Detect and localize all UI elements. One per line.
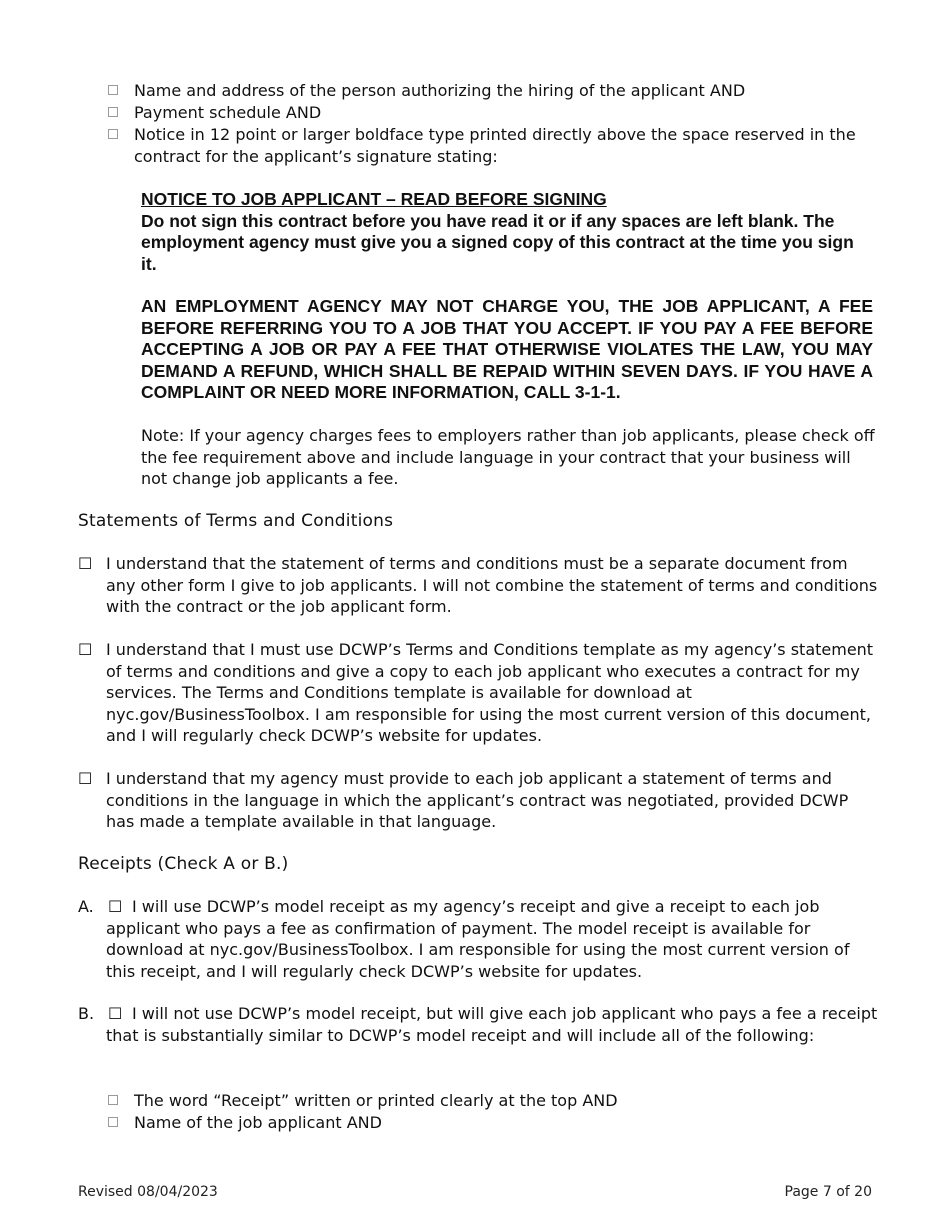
checkbox-square-icon	[108, 129, 118, 139]
checkbox-square-icon	[108, 1095, 118, 1105]
list-item	[106, 124, 876, 168]
checkbox-square-icon	[108, 85, 118, 95]
terms-item-1	[78, 553, 878, 618]
terms-item-2	[78, 639, 878, 747]
notice-caps-paragraph: AN EMPLOYMENT AGENCY MAY NOT CHARGE YOU, THE JOB APPLICANT, A FEE BEFORE REFERRING YOU TO A JOB THAT YOU ACCEPT. IF YOU PAY A FEE BEFORE ACCEPTING A JOB OR PAY A FEE THAT OTHERWISE VIOLATES THE LAW, YOU MAY DEMAND A REFUND, WHICH SHALL BE REPAID WITHIN SEVEN DAYS. IF YOU HAVE A COMPLAINT OR NEED MORE INFORMATION, CALL 3-1-1.	[141, 296, 873, 402]
section-heading-terms: Statements of Terms and Conditions	[78, 511, 394, 531]
list-item-text: Payment schedule AND	[134, 103, 322, 122]
footer-page-number: Page 7 of 20	[784, 1184, 872, 1200]
receipt-option-a	[78, 896, 878, 982]
footer-revised-date: Revised 08/04/2023	[78, 1184, 218, 1200]
checkbox-icon[interactable]: ☐	[78, 769, 93, 788]
list-item	[106, 80, 876, 102]
top-bullet-list	[106, 80, 876, 168]
list-item-text: Name and address of the person authorizing the hiring of the applicant AND	[134, 81, 746, 100]
list-item	[106, 102, 876, 124]
list-item-text: The word “Receipt” written or printed clearly at the top AND	[134, 1091, 618, 1110]
terms-item-3	[78, 768, 878, 833]
receipt-bullet-list	[106, 1090, 876, 1134]
notice-heading: NOTICE TO JOB APPLICANT – READ BEFORE SIGNING	[141, 189, 607, 209]
list-item-text: Notice in 12 point or larger boldface type printed directly above the space reserved in the contract for the applicant’s signature stating:	[134, 125, 856, 166]
terms-item-text: I understand that I must use DCWP’s Terms and Conditions template as my agency’s statement of terms and conditions and give a copy to each job applicant who executes a contract for my services. The Terms and Conditions template is available for download at nyc.gov/BusinessToolbox. I am responsible for using the most current version of this document, and I will regularly check DCWP’s website for updates.	[106, 640, 874, 745]
option-text: I will use DCWP’s model receipt as my agency’s receipt and give a receipt to each job applicant who pays a fee as confirmation of payment. The model receipt is available for download at nyc.gov/BusinessToolbox. I am responsible for using the most current version of this receipt, and I will regularly check DCWP’s website for updates.	[106, 897, 850, 981]
terms-item-text: I understand that the statement of terms and conditions must be a separate document from any other form I give to job applicants. I will not combine the statement of terms and conditions with the contract or the job applicant form.	[106, 554, 878, 616]
checkbox-square-icon	[108, 1117, 118, 1127]
note-paragraph: Note: If your agency charges fees to employers rather than job applicants, please check off the fee requirement above and include language in your contract that your business will not change job applicants a fee.	[141, 426, 875, 488]
notice-block	[141, 189, 873, 275]
terms-item-text: I understand that my agency must provide to each job applicant a statement of terms and conditions in the language in which the applicant’s contract was negotiated, provided DCWP has made a template available in that language.	[106, 769, 849, 831]
list-item-text: Name of the job applicant AND	[134, 1113, 382, 1132]
section-heading-receipts: Receipts (Check A or B.)	[78, 854, 289, 874]
checkbox-square-icon	[108, 107, 118, 117]
option-letter: B.	[78, 1004, 95, 1023]
notice-body: Do not sign this contract before you have read it or if any spaces are left blank. The employment agency must give you a signed copy of this contract at the time you sign it.	[141, 210, 854, 274]
checkbox-icon[interactable]: ☐	[108, 1004, 123, 1023]
checkbox-icon[interactable]: ☐	[78, 640, 93, 659]
list-item	[106, 1112, 876, 1134]
option-letter: A.	[78, 897, 94, 916]
list-item	[106, 1090, 876, 1112]
receipt-option-b	[78, 1003, 878, 1046]
option-text: I will not use DCWP’s model receipt, but will give each job applicant who pays a fee a receipt that is substantially similar to DCWP’s model receipt and will include all of the following:	[106, 1004, 878, 1045]
checkbox-icon[interactable]: ☐	[78, 554, 93, 573]
checkbox-icon[interactable]: ☐	[108, 897, 123, 916]
